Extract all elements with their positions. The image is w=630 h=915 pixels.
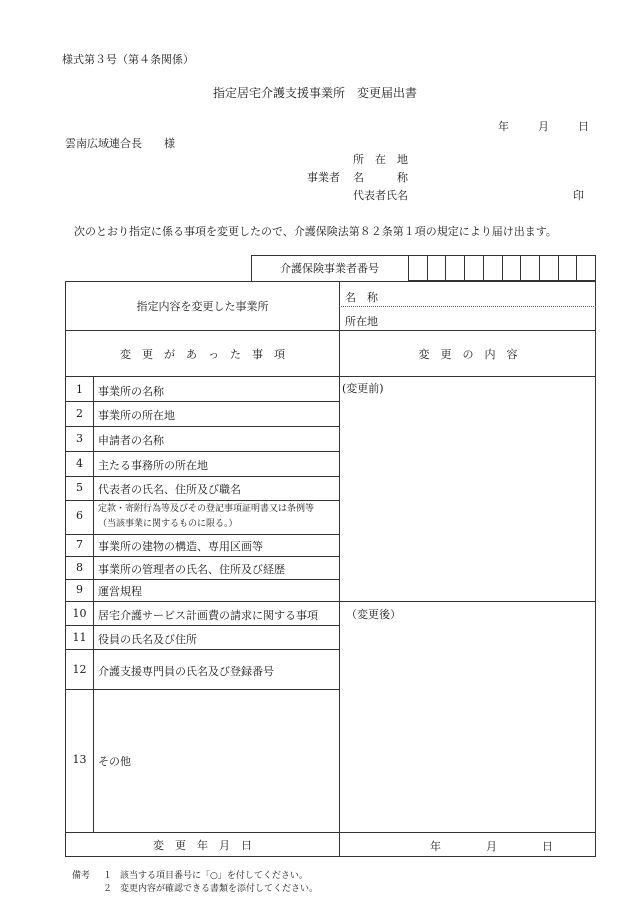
applicant-label: 事業者 <box>307 171 340 184</box>
item-label: 定款・寄附行為等及びその登記事項証明書又は条例等 <box>98 504 315 514</box>
rule <box>66 556 339 557</box>
provider-number-digit[interactable] <box>427 256 446 280</box>
provider-number-digit[interactable] <box>408 256 427 280</box>
provider-number-digit[interactable] <box>539 256 558 280</box>
provider-number-digit[interactable] <box>520 256 539 280</box>
note-number: ２ <box>103 884 113 894</box>
date-month: 月 <box>538 120 549 133</box>
date-year: 年 <box>498 120 509 133</box>
item-label: 事業所の管理者の氏名、住所及び経歴 <box>98 563 285 576</box>
after-content-area[interactable] <box>340 624 596 831</box>
before-label: (変更前) <box>342 382 384 395</box>
item-number: 7 <box>76 538 83 551</box>
rule <box>66 534 339 535</box>
item-label: 代表者の氏名、住所及び職名 <box>98 483 241 496</box>
form-number: 様式第３号（第４条関係） <box>62 53 194 66</box>
change-date-label: 変 更 年 月 日 <box>153 839 252 852</box>
item-number: 9 <box>76 583 83 596</box>
provider-number-boxes[interactable] <box>408 255 596 281</box>
note-number: １ <box>103 871 113 881</box>
applicant-name-label: 名 称 <box>353 171 408 184</box>
rule <box>66 649 339 650</box>
item-number: 3 <box>76 432 83 445</box>
notes-heading: 備考 <box>72 871 91 881</box>
provider-number-digit[interactable] <box>483 256 502 280</box>
item-number: 12 <box>72 663 87 676</box>
office-name-label: 名 称 <box>345 291 378 304</box>
provider-number-digit[interactable] <box>576 256 595 280</box>
change-date-year: 年 <box>430 840 441 853</box>
change-date-month: 月 <box>486 840 497 853</box>
office-name-rule <box>339 306 596 307</box>
item-label: 事業所の名称 <box>98 385 164 398</box>
item-label: 事業所の建物の構造、専用区画等 <box>98 540 263 553</box>
provider-number-label: 介護保険事業者番号 <box>280 262 379 275</box>
provider-number-digit[interactable] <box>502 256 521 280</box>
before-content-area[interactable] <box>340 398 596 600</box>
item-label: 申請者の名称 <box>98 434 164 447</box>
item-number: 6 <box>76 509 83 522</box>
after-label: （変更後） <box>346 608 401 621</box>
item-label: 居宅介護サービス計画費の請求に関する事項 <box>98 609 318 622</box>
change-form-table <box>65 281 596 857</box>
item-number: 11 <box>72 631 87 644</box>
item-number: 13 <box>72 753 87 766</box>
page-title: 指定居宅介護支援事業所 変更届出書 <box>212 86 417 100</box>
intro-text: 次のとおり指定に係る事項を変更したので、介護保険法第８２条第１項の規定により届け出ます。 <box>74 225 557 238</box>
rule <box>66 689 339 690</box>
item-number: 10 <box>72 607 87 620</box>
change-date-day: 日 <box>542 840 553 853</box>
changed-items-header: 変 更 が あ っ た 事 項 <box>120 347 285 361</box>
provider-number-digit[interactable] <box>464 256 483 280</box>
rule <box>66 476 339 477</box>
rule <box>66 376 596 377</box>
note-text: 該当する項目番号に「○」を付してください。 <box>120 871 308 881</box>
item-note: （当該事業に関するものに限る。） <box>98 519 238 529</box>
item-label: 主たる事務所の所在地 <box>98 459 208 472</box>
item-number: 4 <box>76 457 83 470</box>
item-number: 1 <box>76 383 83 396</box>
date-day: 日 <box>578 120 589 133</box>
item-number: 2 <box>76 407 83 420</box>
office-section-label: 指定内容を変更した事業所 <box>136 300 269 313</box>
rule <box>66 401 339 402</box>
item-label: 事業所の所在地 <box>98 409 175 422</box>
rule <box>66 451 339 452</box>
seal-mark: 印 <box>573 189 584 202</box>
item-label: 介護支援専門員の氏名及び登録番号 <box>98 665 274 678</box>
item-number: 8 <box>76 561 83 574</box>
office-address-label: 所在地 <box>345 315 378 328</box>
rule <box>66 579 339 580</box>
applicant-address-label: 所 在 地 <box>353 153 408 166</box>
rule <box>66 500 339 501</box>
note-text: 変更内容が確認できる書類を添付してください。 <box>120 884 319 894</box>
change-contents-header: 変 更 の 内 容 <box>418 347 518 361</box>
item-number: 5 <box>76 481 83 494</box>
provider-number-digit[interactable] <box>445 256 464 280</box>
before-after-divider <box>66 601 596 602</box>
applicant-representative-label: 代表者氏名 <box>353 189 408 202</box>
item-label: 役員の氏名及び住所 <box>98 633 197 646</box>
rule <box>66 426 339 427</box>
provider-number-digit[interactable] <box>558 256 577 280</box>
addressee: 雲南広域連合長 様 <box>65 137 175 150</box>
number-column-divider <box>93 376 94 832</box>
item-label: 運営規程 <box>98 585 142 598</box>
rule <box>66 625 339 626</box>
item-label: その他 <box>98 755 131 768</box>
